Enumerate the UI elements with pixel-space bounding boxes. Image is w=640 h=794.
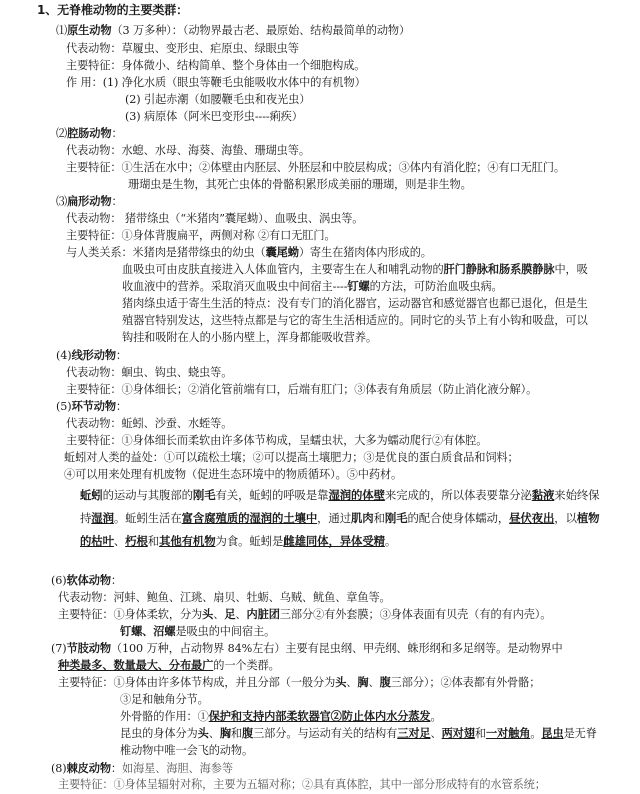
s3-relation-text-2: ）寄生在猪肉体内形成的。 [298, 246, 432, 259]
s5-m-underline: 湿润的体壁 [328, 488, 385, 502]
s5-m-text: ，通过 [317, 511, 352, 525]
s8-heading-line [51, 760, 233, 778]
s1-heading-num: ⑴ [56, 24, 68, 37]
section-title: 1、无脊椎动物的主要类群： [37, 3, 189, 17]
s4-heading-num: (4) [56, 349, 72, 362]
s6-heading-line [51, 572, 122, 590]
s5-m-text: 。 [384, 534, 397, 548]
s5-m-text: 和 [373, 511, 385, 525]
s7-ins-underline: 三对足 [397, 726, 431, 740]
s1-role-line [66, 74, 366, 92]
s5-m-text: 和 [147, 534, 160, 548]
s5-movement-line-1 [80, 485, 599, 505]
s7-heading: 节肢动物 [66, 641, 111, 655]
s7-feat-bold: 胸 [357, 675, 369, 689]
s8-heading: 棘皮动物 [66, 761, 111, 775]
s3-para-1-text: 血吸虫可由皮肤直接进入人体血管内，主要寄生在人和哺乳动物的 [122, 263, 444, 276]
s8-rep-part: 如海星、 [122, 762, 167, 775]
s5-movement-line-3 [80, 531, 396, 551]
s5-m-bold: 蚯蚓 [80, 488, 103, 502]
s7-insect-line [120, 725, 597, 743]
s5-m-underline: 富含腐殖质的湿润的土壤中 [181, 511, 318, 525]
s4-heading-tail: ： [115, 349, 128, 362]
s7-ins-bold: 头 [197, 726, 209, 740]
s5-benefit-1: 蚯蚓对人类的益处：①可以疏松土壤；②可以提高土壤肥力；③是优良的蛋白质食品和饲料； [64, 451, 519, 464]
s5-features: 主要特征：①身体细长而柔软由许多体节构成，呈蠕虫状，大多为蠕动爬行②有体腔。 [66, 434, 488, 447]
s3-para-4: 殖器官特别发达，这些特点都是与它的寄生生活相适应的。同时它的头节上有小钩和吸盘，可以 [122, 314, 588, 327]
s7-ins-text: 和 [230, 727, 242, 740]
s5-m-underline: 朽根 [125, 534, 148, 548]
s5-movement-line-2 [80, 508, 599, 528]
s7-ins-text: 是无脊 [563, 727, 597, 740]
s5-m-text: 来完成的，所以体表要靠分泌 [384, 488, 532, 502]
s5-heading-num: (5) [56, 400, 72, 413]
s5-m-text: 来始终保 [554, 488, 600, 502]
s3-para-2-text: 收血液中的营养。采取消灭血吸虫中间宿主---- [122, 280, 348, 293]
s7-ins-text: 和 [474, 727, 486, 740]
s5-m-text: 持 [80, 511, 92, 525]
s2-features: 主要特征：①生活在水中；②体壁由内胚层、外胚层和中胶层构成；③体内有消化腔；④有口无肛门。 [66, 161, 565, 174]
s5-m-text: 。蚯蚓生活在 [113, 511, 182, 525]
s5-representatives: 代表动物：蚯蚓、沙蚕、水蛭等。 [66, 417, 233, 430]
s1-role-label: 作 用： [66, 76, 103, 89]
s3-heading-line [56, 193, 123, 211]
s7-heading-num: (7) [51, 642, 67, 655]
s7-feat-text: 主要特征：①身体由许多体节构成，并且分部（一般分为 [58, 676, 336, 689]
s5-heading-line [56, 398, 127, 416]
s6-heading-tail: ： [110, 574, 123, 587]
s5-m-text: 有关，蚯蚓的呼吸是靠 [215, 488, 329, 502]
s6-features [58, 606, 551, 624]
s3-heading-tail: ： [111, 195, 123, 208]
s7-ins-text: 三部分。与运动有关的结构有 [253, 727, 398, 740]
s5-heading: 环节动物 [71, 399, 116, 413]
s1-heading-note: （3 万多种）：（动物界最古老、最原始、结构最简单的动物） [111, 24, 411, 37]
s7-exo-text: 外骨骼的作用：① [120, 710, 209, 723]
s7-ins-underline: 昆虫 [541, 726, 564, 740]
s7-feat-text: 三部分）；②体表都有外骨骼； [390, 676, 541, 689]
s7-exo-underline: ②防止体内水分蒸发 [330, 709, 431, 723]
s8-representatives: 海胆、海参等 [166, 762, 233, 775]
s2-note: 珊瑚虫是生物，其死亡虫体的骨骼积累形成美丽的珊瑚，则是非生物。 [128, 178, 472, 191]
s7-feat-text: 、 [346, 676, 358, 689]
s1-role-1: (1) 净化水质（眼虫等鞭毛虫能吸收水体中的有机物） [102, 76, 366, 89]
s8-features: 主要特征：①身体呈辐射对称，主要为五辐对称；②具有真体腔，其中一部分形成特有的水管系统； [58, 778, 546, 791]
s7-heading-line-2 [58, 657, 280, 675]
s5-m-underline: 湿润 [91, 511, 114, 525]
s2-heading-tail: ： [111, 127, 123, 140]
s5-heading-tail: ： [115, 400, 128, 413]
s3-heading-num: ⑶ [56, 195, 68, 208]
s5-m-text: 的运动与其腹部的 [102, 488, 193, 502]
s7-features [58, 674, 540, 692]
s6-heading: 软体动物 [66, 573, 111, 587]
s1-features: 主要特征：身体微小、结构简单、整个身体由一个细胞构成。 [66, 59, 366, 72]
s6-note-bold: 钉螺、沼螺 [120, 624, 176, 638]
s5-m-bold: 刚毛 [192, 488, 216, 502]
s7-ins-underline: 一对触角 [485, 726, 531, 740]
s1-heading: 原生动物 [67, 23, 112, 37]
s2-heading-line [56, 125, 123, 143]
s7-ins-bold: 胸 [219, 726, 231, 740]
s6-note [120, 623, 275, 641]
s8-heading-tail: ： [110, 762, 123, 775]
s3-para-1-bold: 肝门静脉和肠系膜静脉 [443, 262, 555, 276]
s7-feat-bold: 腹 [379, 675, 391, 689]
s7-line2-underline: 种类最多、数量最大、分布最广 [58, 658, 214, 672]
s6-feat-text: 、 [213, 608, 225, 621]
s7-ins-underline: 两对翅 [441, 726, 475, 740]
s5-m-text: 为食。蚯蚓是 [215, 534, 284, 548]
s5-m-text: ，以 [554, 511, 577, 525]
s3-heading: 扁形动物 [67, 194, 112, 208]
s1-role-2: (2) 引起赤潮（如腰鞭毛虫和夜光虫） [125, 93, 311, 106]
s3-para-1-end: 中，吸 [554, 263, 588, 276]
s6-heading-num: (6) [51, 574, 67, 587]
s7-ins-text: 、 [208, 727, 220, 740]
s7-exo-underline: 保护和支持内部柔软器官 [208, 709, 331, 723]
s6-feat-text: 主要特征：①身体柔软，分为 [58, 608, 203, 621]
s8-heading-num: (8) [51, 762, 67, 775]
s5-m-underline: 雌雄同体，异体受精 [283, 534, 385, 548]
s5-m-bold: 刚毛 [384, 511, 408, 525]
s6-note-text: 是吸虫的中间宿主。 [175, 625, 276, 638]
s1-representatives: 代表动物：草履虫、变形虫、疟原虫、绿眼虫等 [66, 42, 299, 55]
s1-heading-line [56, 22, 410, 40]
s3-relation-bold: 囊尾蚴 [265, 245, 299, 259]
s3-para-5: 钩挂和吸附在人的小肠内壁上，浑身都能吸收营养。 [122, 331, 378, 344]
s7-heading-note: （100 万种，占动物界 84%左右）主要有昆虫纲、甲壳纲、蛛形纲和多足纲等。是动物界中 [110, 642, 563, 655]
s4-features: 主要特征：①身体细长；②消化管前端有口，后端有肛门；③体表有角质层（防止消化液分解）。 [66, 383, 538, 396]
s7-insect-line-2: 椎动物中唯一会飞的动物。 [120, 744, 254, 757]
s3-features: 主要特征：①身体背腹扁平，两侧对称 ②有口无肛门。 [66, 229, 336, 242]
s5-m-bold: 植物 [576, 511, 600, 525]
s4-heading: 线形动物 [71, 348, 116, 362]
s3-para-1 [122, 261, 588, 279]
s7-exo-text: 。 [430, 710, 442, 723]
s3-para-2-bold: 钉螺 [347, 279, 370, 293]
s2-representatives: 代表动物：水螅、水母、海葵、海蛰、珊瑚虫等。 [66, 144, 310, 157]
s7-ins-text: 。 [530, 727, 542, 740]
s6-feat-text: 、 [235, 608, 247, 621]
s7-exoskeleton [120, 708, 442, 726]
s2-heading: 腔肠动物 [67, 126, 112, 140]
s6-representatives: 代表动物：河蚌、鲍鱼、江珧、扇贝、牡蛎、乌贼、鱿鱼、章鱼等。 [58, 591, 391, 604]
s7-feat-bold: 头 [335, 675, 347, 689]
s5-m-underline: 昼伏夜出 [509, 511, 555, 525]
s4-heading-line [56, 347, 127, 365]
s7-features-2: ③足和触角分节。 [120, 693, 209, 706]
s5-m-underline: 黏液 [531, 488, 555, 502]
s6-feat-bold: 头 [202, 607, 214, 621]
s3-para-2-end: 的方法，可防治血吸虫病。 [369, 280, 503, 293]
s3-para-3: 猪肉绦虫适于寄生生活的特点：没有专门的消化器官，运动器官和感觉器官也都已退化，但是生 [122, 297, 588, 310]
s5-m-text: 的配合使身体蠕动， [407, 511, 510, 525]
s5-m-underline: 的枯叶 [80, 534, 114, 548]
s5-m-bold: 肌肉 [351, 511, 374, 525]
s7-feat-text: 、 [368, 676, 380, 689]
s5-m-underline: 其他有机物 [159, 534, 216, 548]
s5-m-text: 、 [113, 534, 126, 548]
s3-para-2 [122, 278, 503, 296]
s6-feat-bold: 足 [224, 607, 236, 621]
s7-ins-text: 昆虫的身体分为 [120, 727, 198, 740]
s5-benefit-2: ④可以用来处理有机废物（促进生态环境中的物质循环）。⑤中药材。 [64, 468, 403, 481]
s7-ins-bold: 腹 [242, 726, 254, 740]
s4-representatives: 代表动物：蛔虫、钩虫、蛲虫等。 [66, 366, 233, 379]
s2-heading-num: ⑵ [56, 127, 68, 140]
s3-relation-text: 与人类关系：米猪肉是猪带绦虫的幼虫（ [66, 246, 266, 259]
s7-ins-text: 、 [430, 727, 442, 740]
s1-role-3: (3) 病原体（阿米巴变形虫----痢疾） [125, 110, 303, 123]
s3-relation [66, 244, 432, 262]
s7-line2-text: 的一个类群。 [213, 659, 280, 672]
s3-representatives: 代表动物： 猪带绦虫（“米猪肉”囊尾蚴）、血吸虫、涡虫等。 [66, 212, 364, 225]
s7-heading-line [51, 640, 563, 658]
s6-feat-text: 三部分②有外套膜；③身体表面有贝壳（有的有内壳）。 [279, 608, 552, 621]
s6-feat-bold: 内脏团 [246, 607, 280, 621]
